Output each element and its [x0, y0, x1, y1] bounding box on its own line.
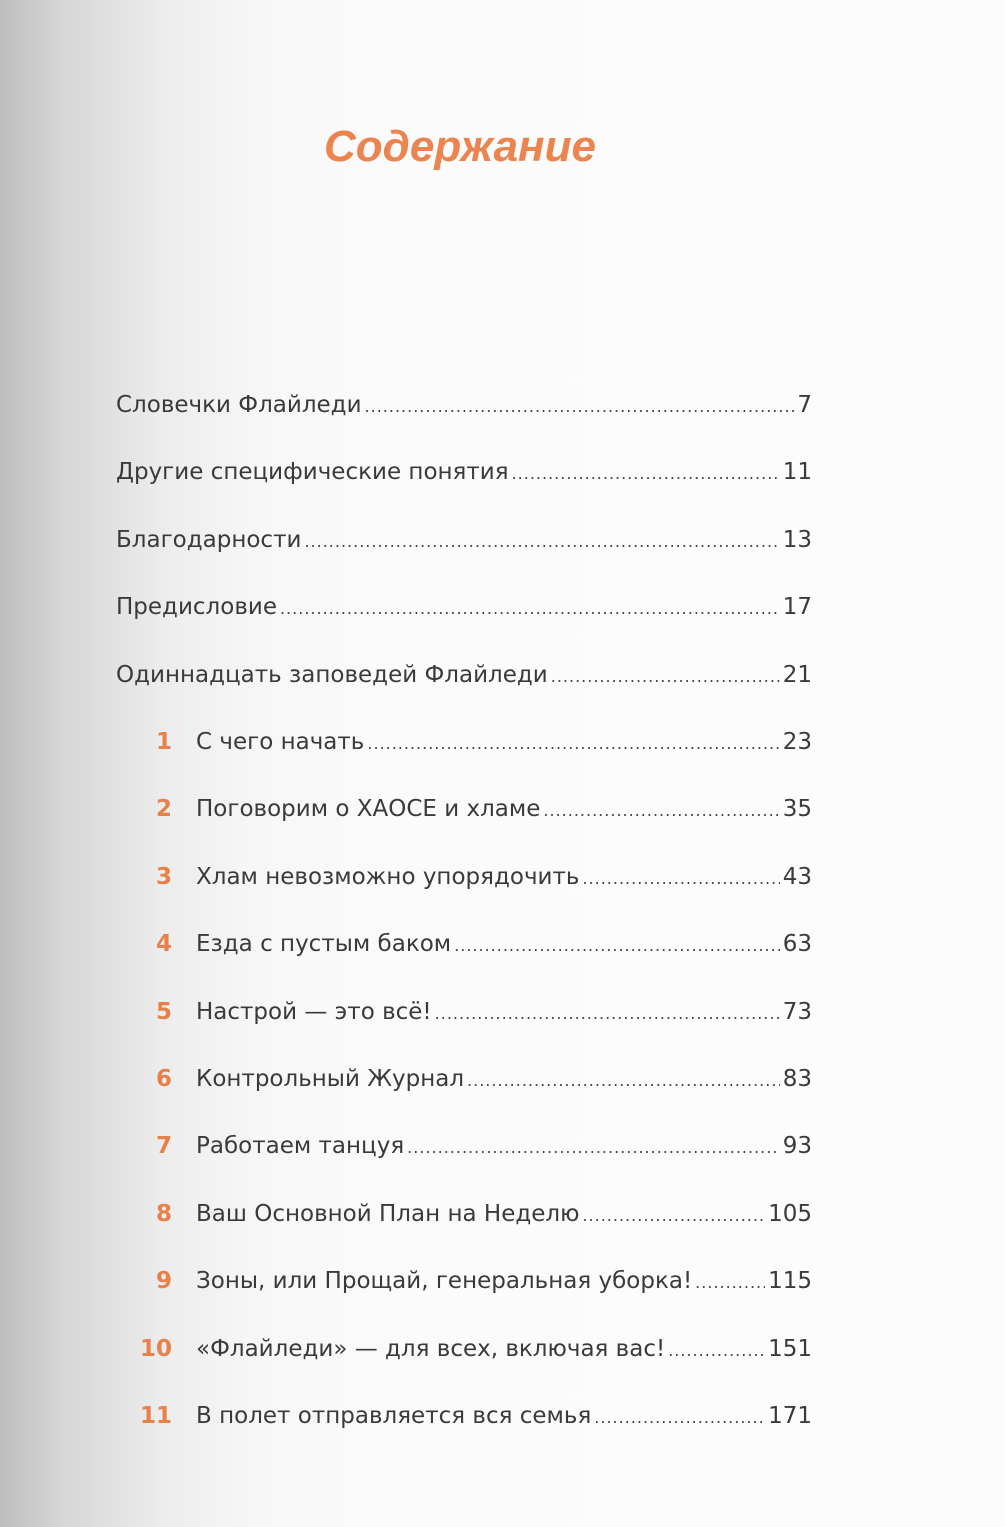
entry-title: Благодарности — [116, 526, 302, 553]
chapter-number: 10 — [140, 1335, 173, 1362]
page-number: 151 — [768, 1335, 812, 1362]
page-number: 43 — [782, 863, 812, 890]
page-number: 17 — [782, 594, 812, 621]
entry-title: Одиннадцать заповедей Флайледи — [116, 661, 548, 688]
chapter-number: 7 — [155, 1133, 172, 1160]
chapter-title: Езда с пустым баком — [196, 931, 452, 958]
leader-dots — [454, 936, 780, 955]
toc-chapter-entry — [116, 931, 812, 965]
page-number: 35 — [782, 796, 812, 823]
chapter-number: 3 — [155, 863, 172, 890]
page-number: 83 — [782, 1066, 812, 1092]
chapter-number-wrap — [116, 796, 172, 822]
toc-entry — [116, 662, 812, 696]
entry-title: Предисловие — [116, 594, 277, 621]
toc-entry — [116, 527, 812, 561]
toc-chapter-entry — [116, 999, 812, 1033]
chapter-number-wrap — [116, 999, 172, 1025]
page-number: 13 — [782, 526, 812, 553]
page-number: 23 — [782, 729, 812, 755]
leader-dots — [512, 464, 780, 483]
chapter-title: Настрой — это всё! — [196, 998, 432, 1025]
page-number: 171 — [768, 1403, 812, 1429]
chapter-number-wrap — [116, 1336, 172, 1362]
chapter-title: С чего начать — [196, 729, 365, 755]
chapter-number: 4 — [155, 931, 172, 958]
chapter-number: 5 — [155, 998, 172, 1025]
toc-chapter-entry — [116, 1201, 812, 1235]
page-number: 11 — [782, 459, 812, 486]
toc-entry — [116, 459, 812, 493]
toc-chapter-entry — [116, 1336, 812, 1370]
chapter-number-wrap — [116, 864, 172, 890]
page-number: 115 — [768, 1268, 812, 1295]
toc-chapter-entry — [116, 1403, 812, 1437]
toc-entry — [116, 392, 812, 426]
chapter-number: 1 — [155, 729, 172, 755]
entry-title: Словечки Флайледи — [116, 392, 362, 418]
leader-dots — [407, 1138, 780, 1157]
leader-dots — [594, 1408, 765, 1427]
leader-dots — [551, 667, 780, 686]
chapter-title: Ваш Основной План на Неделю — [196, 1200, 580, 1227]
chapter-number: 2 — [155, 796, 172, 823]
leader-dots — [582, 869, 779, 888]
leader-dots — [367, 734, 779, 753]
chapter-title: «Флайледи» — для всех, включая вас! — [196, 1335, 666, 1362]
leader-dots — [365, 397, 795, 416]
leader-dots — [695, 1273, 765, 1292]
chapter-number: 9 — [155, 1268, 172, 1295]
chapter-number-wrap — [116, 1268, 172, 1294]
leader-dots — [543, 801, 779, 820]
leader-dots — [668, 1341, 765, 1360]
toc-chapter-entry — [116, 796, 812, 830]
chapter-title: Контрольный Журнал — [196, 1066, 465, 1092]
leader-dots — [280, 599, 780, 618]
page-number: 73 — [782, 998, 812, 1025]
chapter-title: В полет отправляется вся семья — [196, 1403, 592, 1429]
chapter-number-wrap — [116, 1066, 172, 1092]
page-number: 105 — [768, 1200, 812, 1227]
toc-chapter-entry — [116, 864, 812, 898]
toc-chapter-entry — [116, 1268, 812, 1302]
chapter-number-wrap — [116, 729, 172, 755]
leader-dots — [467, 1071, 780, 1090]
chapter-number-wrap — [116, 931, 172, 957]
chapter-number: 11 — [140, 1403, 173, 1429]
page-number: 7 — [797, 392, 812, 418]
chapter-title: Хлам невозможно упорядочить — [196, 863, 580, 890]
entry-title: Другие специфические понятия — [116, 459, 509, 486]
leader-dots — [435, 1004, 780, 1023]
chapter-title: Поговорим о ХАОСЕ и хламе — [196, 796, 541, 823]
page-title: Содержание — [324, 122, 596, 171]
leader-dots — [582, 1206, 765, 1225]
toc-entry — [116, 594, 812, 628]
chapter-title: Зоны, или Прощай, генеральная уборка! — [196, 1268, 693, 1295]
toc-chapter-entry — [116, 729, 812, 763]
toc-chapter-entry — [116, 1133, 812, 1167]
page-number: 21 — [782, 661, 812, 688]
page-number: 93 — [782, 1133, 812, 1160]
toc-chapter-entry — [116, 1066, 812, 1100]
chapter-number-wrap — [116, 1201, 172, 1227]
chapter-number-wrap — [116, 1133, 172, 1159]
page-number: 63 — [782, 931, 812, 958]
leader-dots — [304, 532, 779, 551]
chapter-number: 8 — [155, 1200, 172, 1227]
chapter-number: 6 — [155, 1066, 172, 1092]
chapter-title: Работаем танцуя — [196, 1133, 405, 1160]
chapter-number-wrap — [116, 1403, 172, 1429]
